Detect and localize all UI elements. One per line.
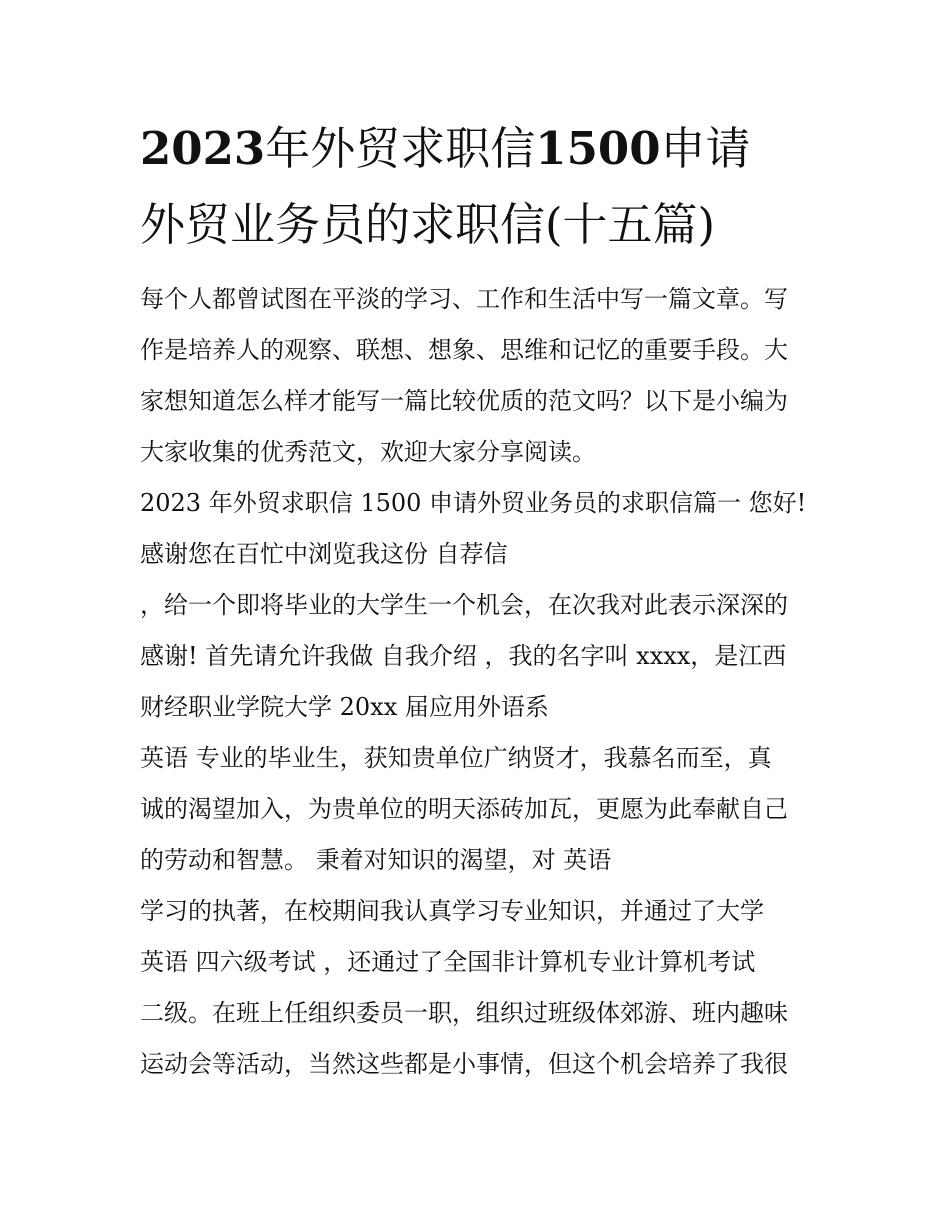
body-line: 感谢! 首先请允许我做 自我介绍 ，我的名字叫 xxxx，是江西 [140,642,787,670]
body-line: 学习的执著，在校期间我认真学习专业知识，并通过了大学 [140,897,764,925]
body-line: 英语 专业的毕业生，获知贵单位广纳贤才，我慕名而至，真 [140,744,772,772]
body-line: 运动会等活动，当然这些都是小事情，但这个机会培养了我很 [140,1050,788,1078]
body-line: 感谢您在百忙中浏览我这份 自荐信 [140,540,508,568]
body-line: 2023 年外贸求职信 1500 申请外贸业务员的求职信篇一 您好! [140,489,807,517]
body-line: 作是培养人的观察、联想、想象、思维和记忆的重要手段。大 [140,336,788,364]
body-line: 大家收集的优秀范文，欢迎大家分享阅读。 [140,438,596,466]
body-line: 每个人都曾试图在平淡的学习、工作和生活中写一篇文章。写 [140,285,788,313]
title-text-a: 年外贸求职信 [265,122,536,175]
body-line: 的劳动和智慧。 秉着对知识的渴望，对 英语 [140,846,612,874]
body-line: 财经职业学院大学 20xx 届应用外语系 [140,693,549,721]
document-title-line-1 [140,124,840,174]
body-line: 二级。在班上任组织委员一职，组织过班级体郊游、班内趣味 [140,999,788,1027]
body-line: 英语 四六级考试 ，还通过了全国非计算机专业计算机考试 [140,948,756,976]
body-line: 家想知道怎么样才能写一篇比较优质的范文吗？以下是小编为 [140,387,788,415]
title-year: 2023 [140,122,266,175]
title-text-b: 申请 [660,122,751,175]
document-title-line-2: 外贸业务员的求职信(十五篇) [140,198,716,251]
body-line: 诚的渴望加入，为贵单位的明天添砖加瓦，更愿为此奉献自己 [140,795,788,823]
title-number: 1500 [535,122,661,175]
body-line: ，给一个即将毕业的大学生一个机会，在次我对此表示深深的 [140,591,788,619]
